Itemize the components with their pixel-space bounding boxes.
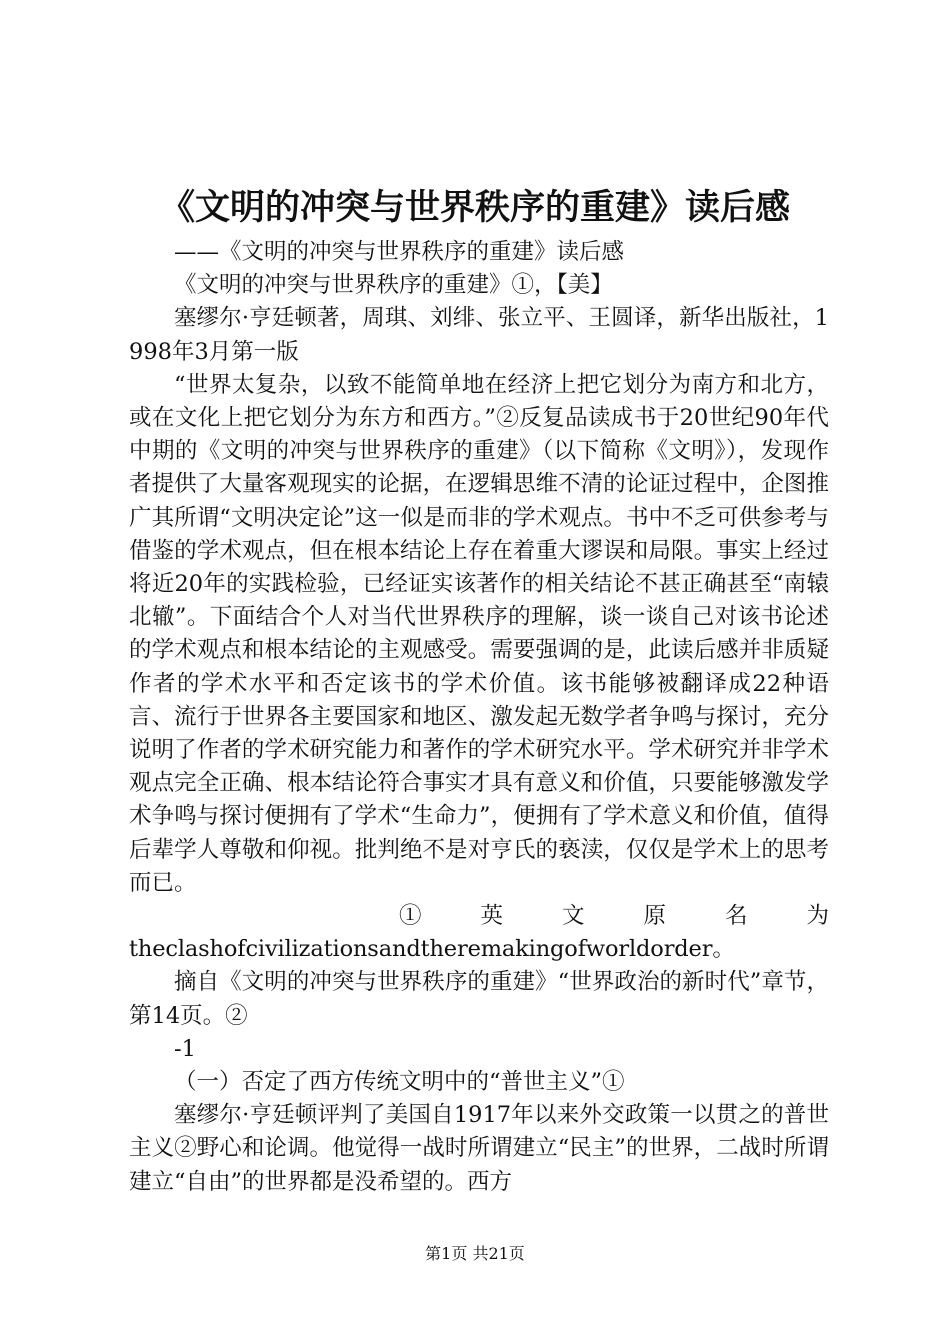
document-subtitle: ——《文明的冲突与世界秩序的重建》读后感 — [174, 239, 625, 265]
book-citation-title: 《文明的冲突与世界秩序的重建》①，【美】 — [174, 272, 613, 299]
page-footer: 第1页 共21页 — [425, 1244, 525, 1263]
section-heading: （一）否定了西方传统文明中的“普世主义”① — [174, 1069, 625, 1096]
book-citation-publication: 塞缪尔·亨廷顿著，周琪、刘绯、张立平、王圆译，新华出版社，1998年3月第一版 — [129, 305, 829, 365]
document-body — [129, 236, 829, 1199]
footnote-english-title: theclashofcivilizationsandtheremakingofworldorder。 — [129, 936, 735, 963]
page-marker: -1 — [174, 1035, 196, 1062]
footnote-source: 摘自《文明的冲突与世界秩序的重建》“世界政治的新时代”章节，第14页。② — [129, 969, 829, 1029]
document-title: 《文明的冲突与世界秩序的重建》读后感 — [159, 187, 790, 228]
intro-paragraph: “世界太复杂，以致不能简单地在经济上把它划分为南方和北方，或在文化上把它划分为东方和西方。”②反复品读成书于20世纪90年代中期的《文明的冲突与世界秩序的重建》（以下简称《文明》），发现作者提供了大量客观现实的论据，在逻辑思维不清的论证过程中，企图推广其所谓“文明决定论”这一似是而非的学术观点。书中不乏可供参考与借鉴的学术观点，但在根本结论上存在着重大谬误和局限。事实上经过将近20年的实践检验，已经证实该著作的相关结论不甚正确甚至“南辕北辙”。下面结合个人对当代世界秩序的理解，谈一谈自己对该书论述的学术观点和根本结论的主观感受。需要强调的是，此读后感并非质疑作者的学术水平和否定该书的学术价值。该书能够被翻译成22种语言、流行于世界各主要国家和地区、激发起无数学者争鸣与探讨，充分说明了作者的学术研究能力和著作的学术研究水平。学术研究并非学术观点完全正确、根本结论符合事实才具有意义和价值，只要能够激发学术争鸣与探讨便拥有了学术“生命力”，便拥有了学术意义和价值，值得后辈学人尊敬和仰视。批判绝不是对亨氏的亵渎，仅仅是学术上的思考而已。 — [129, 371, 829, 896]
footnote-english-title-label: ① 英 文 原 名 为 — [399, 903, 829, 930]
section-paragraph: 塞缪尔·亨廷顿评判了美国自1917年以来外交政策一以贯之的普世主义②野心和论调。他觉得一战时所谓建立“民主”的世界，二战时所谓建立“自由”的世界都是没希望的。西方 — [129, 1102, 829, 1195]
